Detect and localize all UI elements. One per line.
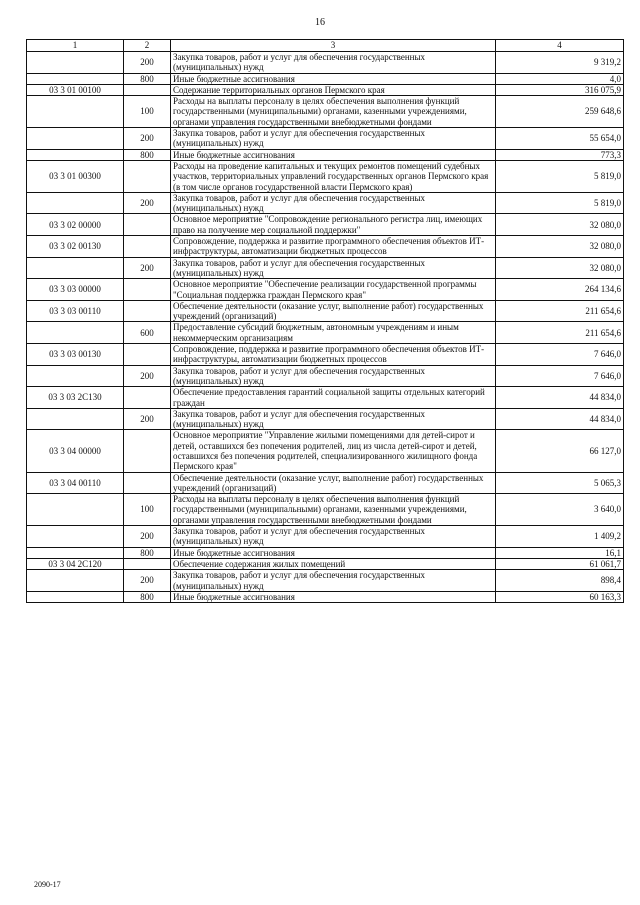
budget-code-cell (27, 365, 124, 387)
budget-code-cell (27, 570, 124, 592)
amount-cell: 66 127,0 (496, 430, 624, 472)
amount-cell: 259 648,6 (496, 96, 624, 128)
description-cell: Иные бюджетные ассигнования (171, 149, 496, 160)
table-row (27, 192, 624, 214)
expense-type-cell: 100 (124, 494, 171, 526)
expense-type-cell: 800 (124, 591, 171, 602)
description-cell: Обеспечение деятельности (оказание услуг, выполнение работ) государственных учреждений (организаций) (171, 472, 496, 494)
description-cell: Обеспечение содержания жилых помещений (171, 558, 496, 569)
description-cell: Закупка товаров, работ и услуг для обеспечения государственных (муниципальных) нужд (171, 128, 496, 150)
expense-type-cell: 800 (124, 73, 171, 84)
budget-code-cell (27, 96, 124, 128)
amount-cell: 32 080,0 (496, 214, 624, 236)
description-cell: Основное мероприятие "Сопровождение регионального регистра лиц, имеющих право на получение мер социальной поддержки" (171, 214, 496, 236)
amount-cell: 211 654,6 (496, 322, 624, 344)
description-cell: Обеспечение деятельности (оказание услуг, выполнение работ) государственных учреждений (организаций) (171, 300, 496, 322)
amount-cell: 9 319,2 (496, 52, 624, 74)
description-cell: Закупка товаров, работ и услуг для обеспечения государственных (муниципальных) нужд (171, 570, 496, 592)
amount-cell: 7 646,0 (496, 344, 624, 366)
amount-cell: 32 080,0 (496, 257, 624, 279)
table-row (27, 128, 624, 150)
table-row (27, 149, 624, 160)
budget-code-cell (27, 547, 124, 558)
table-row (27, 300, 624, 322)
table-row (27, 526, 624, 548)
expense-type-cell: 200 (124, 128, 171, 150)
expense-type-cell (124, 430, 171, 472)
description-cell: Закупка товаров, работ и услуг для обеспечения государственных (муниципальных) нужд (171, 526, 496, 548)
table-row (27, 96, 624, 128)
header-col-4: 4 (496, 40, 624, 52)
budget-code-cell: 03 3 04 00000 (27, 430, 124, 472)
amount-cell: 5 819,0 (496, 192, 624, 214)
description-cell: Расходы на выплаты персоналу в целях обеспечения выполнения функций государственными (муниципальными) органами, казенными учреждениями, органами управления государственными внебюджетными фондами (171, 96, 496, 128)
budget-code-cell (27, 408, 124, 430)
description-cell: Содержание территориальных органов Пермского края (171, 84, 496, 95)
description-cell: Расходы на проведение капитальных и текущих ремонтов помещений судебных участков, территориальных управлений государственных органов Пермского края (в том числе органов государственной власти Пермского края) (171, 160, 496, 192)
table-row (27, 236, 624, 258)
expense-type-cell (124, 472, 171, 494)
description-cell: Иные бюджетные ассигнования (171, 547, 496, 558)
description-cell: Закупка товаров, работ и услуг для обеспечения государственных (муниципальных) нужд (171, 408, 496, 430)
table-row (27, 387, 624, 409)
budget-code-cell (27, 257, 124, 279)
expense-type-cell: 200 (124, 570, 171, 592)
table-row (27, 591, 624, 602)
expense-type-cell (124, 84, 171, 95)
amount-cell: 773,3 (496, 149, 624, 160)
page-number: 16 (315, 17, 325, 28)
header-row (27, 40, 624, 52)
budget-code-cell (27, 128, 124, 150)
description-cell: Сопровождение, поддержка и развитие программного обеспечения объектов ИТ-инфраструктуры, автоматизации бюджетных процессов (171, 344, 496, 366)
expense-type-cell: 800 (124, 547, 171, 558)
table-row (27, 52, 624, 74)
description-cell: Иные бюджетные ассигнования (171, 591, 496, 602)
table-row (27, 430, 624, 472)
amount-cell: 55 654,0 (496, 128, 624, 150)
expense-type-cell: 100 (124, 96, 171, 128)
table-row (27, 408, 624, 430)
table-row (27, 257, 624, 279)
budget-table (26, 39, 624, 603)
expense-type-cell: 200 (124, 257, 171, 279)
expense-type-cell (124, 160, 171, 192)
expense-type-cell: 600 (124, 322, 171, 344)
amount-cell: 1 409,2 (496, 526, 624, 548)
expense-type-cell: 200 (124, 52, 171, 74)
description-cell: Расходы на выплаты персоналу в целях обеспечения выполнения функций государственными (муниципальными) органами, казенными учреждениями, органами управления государственными внебюджетными фондами (171, 494, 496, 526)
table-row (27, 558, 624, 569)
description-cell: Закупка товаров, работ и услуг для обеспечения государственных (муниципальных) нужд (171, 192, 496, 214)
amount-cell: 5 065,3 (496, 472, 624, 494)
budget-code-cell (27, 52, 124, 74)
table-row (27, 365, 624, 387)
budget-code-cell: 03 3 03 00130 (27, 344, 124, 366)
amount-cell: 316 075,9 (496, 84, 624, 95)
budget-code-cell (27, 591, 124, 602)
budget-code-cell: 03 3 01 00100 (27, 84, 124, 95)
budget-code-cell (27, 192, 124, 214)
expense-type-cell: 200 (124, 408, 171, 430)
description-cell: Предоставление субсидий бюджетным, автономным учреждениям и иным некоммерческим организациям (171, 322, 496, 344)
amount-cell: 264 134,6 (496, 279, 624, 301)
expense-type-cell (124, 300, 171, 322)
budget-code-cell (27, 526, 124, 548)
description-cell: Основное мероприятие "Обеспечение реализации государственной программы "Социальная поддержка граждан Пермского края" (171, 279, 496, 301)
description-cell: Основное мероприятие "Управление жилыми помещениями для детей-сирот и детей, оставшихся без попечения родителей, лиц из числа детей-сирот и детей, оставшихся без попечения родителей, специализированного жилищного фонда Пермского края" (171, 430, 496, 472)
table-row (27, 494, 624, 526)
expense-type-cell: 200 (124, 365, 171, 387)
table-row (27, 279, 624, 301)
amount-cell: 3 640,0 (496, 494, 624, 526)
expense-type-cell: 200 (124, 526, 171, 548)
table-row (27, 160, 624, 192)
table-row (27, 570, 624, 592)
budget-code-cell: 03 3 02 00130 (27, 236, 124, 258)
budget-code-cell (27, 322, 124, 344)
table-row (27, 322, 624, 344)
budget-code-cell: 03 3 02 00000 (27, 214, 124, 236)
description-cell: Закупка товаров, работ и услуг для обеспечения государственных (муниципальных) нужд (171, 52, 496, 74)
amount-cell: 16,1 (496, 547, 624, 558)
budget-code-cell: 03 3 01 00300 (27, 160, 124, 192)
amount-cell: 4,0 (496, 73, 624, 84)
budget-code-cell: 03 3 04 00110 (27, 472, 124, 494)
header-col-1: 1 (27, 40, 124, 52)
expense-type-cell (124, 344, 171, 366)
budget-code-cell (27, 149, 124, 160)
header-col-3: 3 (171, 40, 496, 52)
description-cell: Обеспечение предоставления гарантий социальной защиты отдельных категорий граждан (171, 387, 496, 409)
budget-code-cell: 03 3 03 00000 (27, 279, 124, 301)
table-row (27, 214, 624, 236)
description-cell: Сопровождение, поддержка и развитие программного обеспечения объектов ИТ-инфраструктуры, автоматизации бюджетных процессов (171, 236, 496, 258)
budget-code-cell (27, 494, 124, 526)
amount-cell: 211 654,6 (496, 300, 624, 322)
budget-code-cell: 03 3 03 2С130 (27, 387, 124, 409)
expense-type-cell: 200 (124, 192, 171, 214)
table-row (27, 472, 624, 494)
amount-cell: 44 834,0 (496, 408, 624, 430)
description-cell: Закупка товаров, работ и услуг для обеспечения государственных (муниципальных) нужд (171, 365, 496, 387)
amount-cell: 5 819,0 (496, 160, 624, 192)
budget-code-cell (27, 73, 124, 84)
amount-cell: 7 646,0 (496, 365, 624, 387)
table-row (27, 84, 624, 95)
table-row (27, 73, 624, 84)
amount-cell: 44 834,0 (496, 387, 624, 409)
amount-cell: 32 080,0 (496, 236, 624, 258)
expense-type-cell (124, 387, 171, 409)
budget-code-cell: 03 3 04 2С120 (27, 558, 124, 569)
description-cell: Иные бюджетные ассигнования (171, 73, 496, 84)
expense-type-cell (124, 236, 171, 258)
amount-cell: 60 163,3 (496, 591, 624, 602)
amount-cell: 61 061,7 (496, 558, 624, 569)
expense-type-cell (124, 558, 171, 569)
expense-type-cell (124, 214, 171, 236)
expense-type-cell: 800 (124, 149, 171, 160)
description-cell: Закупка товаров, работ и услуг для обеспечения государственных (муниципальных) нужд (171, 257, 496, 279)
footer-code: 2090-17 (34, 880, 61, 889)
expense-type-cell (124, 279, 171, 301)
table-row (27, 344, 624, 366)
amount-cell: 898,4 (496, 570, 624, 592)
budget-code-cell: 03 3 03 00110 (27, 300, 124, 322)
header-col-2: 2 (124, 40, 171, 52)
table-row (27, 547, 624, 558)
